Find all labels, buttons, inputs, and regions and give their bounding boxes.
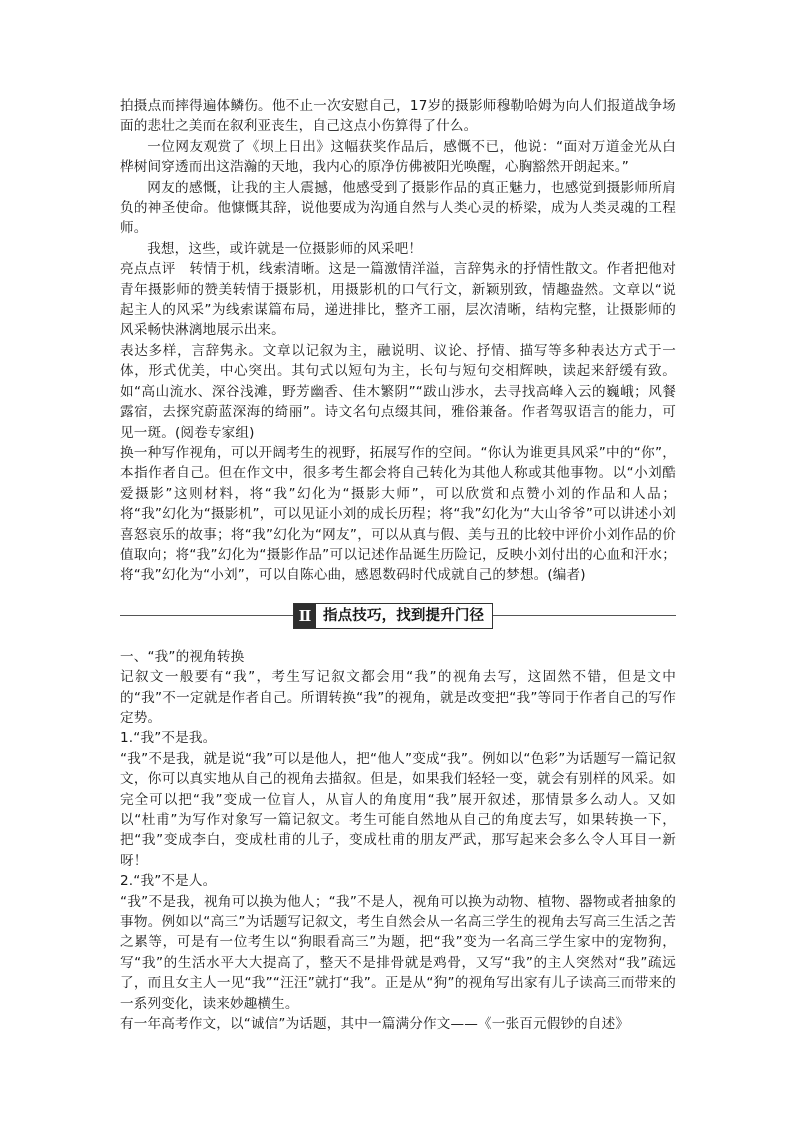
section-banner <box>120 603 676 629</box>
essay-paragraph: 网友的感慨，让我的主人震撼，他感受到了摄影作品的真正魅力，也感觉到摄影师所肩负的神圣使命。他慷慨其辞，说他要成为沟通自然与人类心灵的桥梁，成为人类灵魂的工程师。 <box>120 179 676 237</box>
tip-heading: 一、“我”的视角转换 <box>120 648 245 665</box>
tip-closing: 有一年高考作文，以“诚信”为话题，其中一篇满分作文——《一张百元假钞的自述》 <box>120 1016 630 1033</box>
essay-paragraph: 拍摄点而摔得遍体鳞伤。他不止一次安慰自己，17岁的摄影师穆勒哈姆为向人们报道战争场面的悲壮之美而在叙利亚丧生，自己这点小伤算得了什么。 <box>120 98 676 135</box>
section-title: 指点技巧，找到提升门径 <box>323 607 485 624</box>
tip-body: “我”不是我，视角可以换为他人；“我”不是人，视角可以换为动物、植物、器物或者抽象的事物。例如以“高三”为话题写记叙文，考生自然会从一名高三学生的视角去写高三生活之苦之累等，可是有一位考生以“狗眼看高三”为题，把“我”变为一名高三学生家中的宠物狗，写“我”的生活水平大大提高了，整天不是排骨就是鸡骨，又写“我”的主人突然对“我”疏远了，而且女主人一见“我”“汪汪”就打“我”。正是从“狗”的视角写出家有儿子读高三而带来的一系列变化，读来妙趣横生。 <box>120 893 676 1012</box>
commentary-highlight: 亮点点评 转情于机，线索清晰。这是一篇激情洋溢，言辞隽永的抒情性散文。作者把他对青年摄影师的赞美转情于摄影机，用摄影机的口气行文，新颖别致，情趣盎然。文章以“说起主人的风采”为线索谋篇布局，递进排比，整齐工丽，层次清晰，结构完整，让摄影师的风采畅快淋漓地展示出来。 <box>120 261 676 339</box>
section-label <box>293 603 493 629</box>
tip-subheading: 1.“我”不是我。 <box>120 730 217 747</box>
document-page <box>120 96 676 1034</box>
essay-paragraph: 一位网友观赏了《坝上日出》这幅获奖作品后，感慨不已，他说：“面对万道金光从白桦树间穿透而出这浩瀚的天地，我内心的原净仿佛被阳光唤醒，心胸豁然开朗起来。” <box>120 138 676 176</box>
commentary-expression: 表达多样，言辞隽永。文章以记叙为主，融说明、议论、抒情、描写等多种表达方式于一体，形式优美，中心突出。其句式以短句为主，长句与短句交相辉映，读起来舒缓有致。如“高山流水、深谷浅滩，野芳幽香、佳木繁阴”“跋山涉水，去寻找高峰入云的巍峨；风餐露宿，去探究蔚蓝深海的绮丽”。诗文名句点缀其间，雅俗兼备。作者驾驭语言的能力，可见一斑。(阅卷专家组) <box>120 342 676 441</box>
tip-subheading: 2.“我”不是人。 <box>120 873 217 890</box>
essay-closing-line: 我想，这些，或许就是一位摄影师的风采吧！ <box>147 240 423 257</box>
section-numeral-badge: Ⅱ <box>294 604 316 628</box>
tip-body: “我”不是我，就是说“我”可以是他人，把“他人”变成“我”。例如以“色彩”为话题写一篇记叙文，你可以真实地从自己的视角去描叙。但是，如果我们轻轻一变，就会有别样的风采。如完全可以把“我”变成一位盲人，从盲人的角度用“我”展开叙述，那情景多么动人。又如以“杜甫”为写作对象写一篇记叙文。考生可能自然地从自己的角度去写，如果转换一下，把“我”变成李白，变成杜甫的儿子，变成杜甫的朋友严武，那写起来会多么令人耳目一新呀！ <box>120 750 676 869</box>
tip-intro: 记叙文一般要有“我”，考生写记叙文都会用“我”的视角去写，这固然不错，但是文中的“我”不一定就是作者自己。所谓转换“我”的视角，就是改变把“我”等同于作者自己的写作定势。 <box>120 669 676 726</box>
commentary-perspective: 换一种写作视角，可以开阔考生的视野，拓展写作的空间。“你认为谁更具风采”中的“你”，本指作者自己。但在作文中，很多考生都会将自己转化为其他人称或其他事物。以“小刘酷爱摄影”这则材料，将“我”幻化为“摄影大师”，可以欣赏和点赞小刘的作品和人品；将“我”幻化为“摄影机”，可以见证小刘的成长历程；将“我”幻化为“大山爷爷”可以讲述小刘喜怒哀乐的故事；将“我”幻化为“网友”，可以从真与假、美与丑的比较中评价小刘作品的价值取向；将“我”幻化为“摄影作品”可以记述作品诞生历险记，反映小刘付出的心血和汗水；将“我”幻化为“小刘”，可以自陈心曲，感恩数码时代成就自己的梦想。(编者) <box>120 444 676 584</box>
